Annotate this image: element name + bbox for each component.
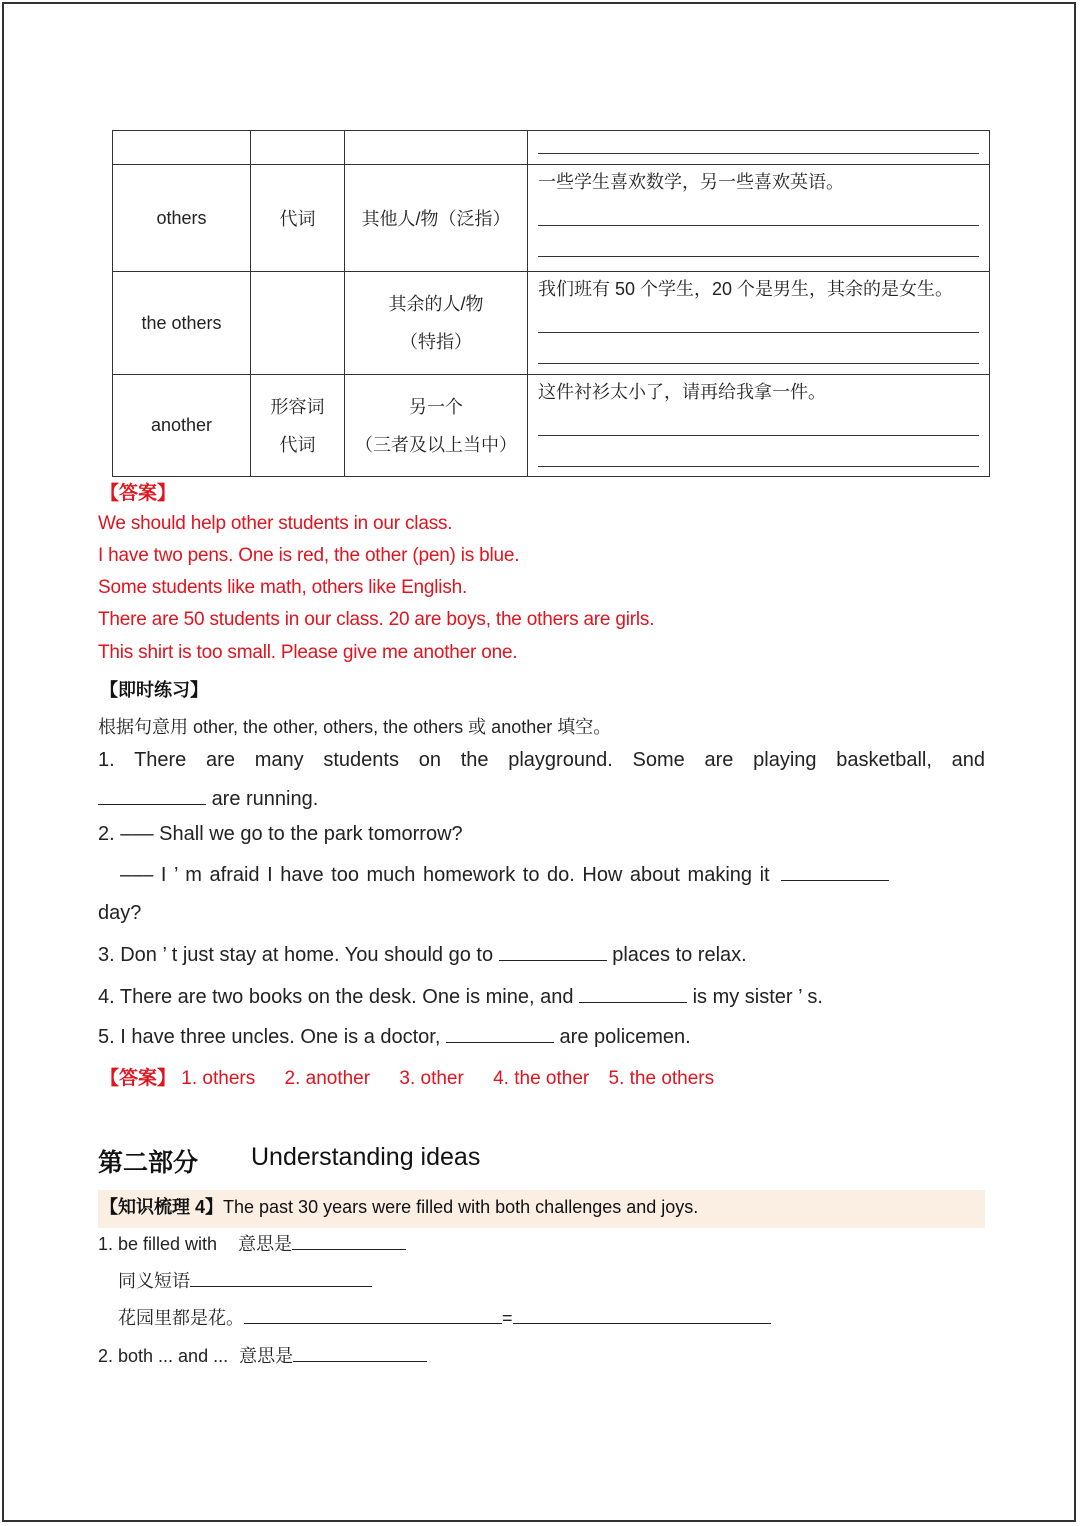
pos-cell <box>251 131 345 165</box>
knowledge-banner-text <box>100 1193 698 1219</box>
example-text: 这件衬衫太小了，请再给我拿一件。 <box>538 382 826 402</box>
question-text: 5. I have three uncles. One is a doctor, <box>98 1026 441 1048</box>
example-cell <box>528 165 990 272</box>
meaning-line: 其余的人/物 <box>388 294 484 314</box>
word-cell: others <box>113 165 251 272</box>
answer-sentence: I have two pens. One is red, the other (pen) is blue. <box>98 545 520 566</box>
fill-blank[interactable] <box>513 1305 771 1324</box>
example-cell <box>528 375 990 477</box>
answer-label: 【答案】 <box>100 1068 177 1089</box>
example-text: 一些学生喜欢数学，另一些喜欢英语。 <box>538 172 844 192</box>
fill-blank[interactable] <box>190 1268 372 1287</box>
table-row <box>113 375 990 477</box>
pos-cell <box>251 272 345 375</box>
question-2-line-1: 2. ––– Shall we go to the park tomorrow? <box>98 823 463 845</box>
item-syn-label: 同义短语 <box>118 1271 190 1291</box>
question-2-line-3: day? <box>98 902 142 924</box>
meaning-cell <box>345 272 528 375</box>
table-row <box>113 131 990 165</box>
meaning-cell <box>345 375 528 477</box>
pos-line: 代词 <box>279 434 316 455</box>
practice-instruction: 根据句意用 other, the other, others, the others 或 another 填空。 <box>98 717 612 737</box>
practice-answer: 3. other <box>399 1068 464 1089</box>
pos-cell: 代词 <box>251 165 345 272</box>
section-part-label: 第二部分 <box>98 1149 199 1177</box>
meaning-cell <box>345 131 528 165</box>
meaning-cell: 其他人/物（泛指） <box>345 165 528 272</box>
question-text: 3. Don ’ t just stay at home. You should go to <box>98 944 494 966</box>
item-meaning-label: 意思是 <box>238 1234 293 1254</box>
fill-blank[interactable] <box>446 1024 554 1043</box>
answer-line <box>538 131 979 154</box>
table-row <box>113 165 990 272</box>
question-3 <box>98 942 747 967</box>
pos-cell <box>251 375 345 477</box>
fill-blank[interactable] <box>579 984 687 1003</box>
question-text: 4. There are two books on the desk. One is mine, and <box>98 986 574 1008</box>
answer-sentence: There are 50 students in our class. 20 are boys, the others are girls. <box>98 609 655 630</box>
question-text: are running. <box>211 788 319 810</box>
fill-blank[interactable] <box>293 1343 427 1362</box>
fill-blank[interactable] <box>499 942 607 961</box>
answer-sentence: Some students like math, others like English. <box>98 577 468 598</box>
question-2-line-2 <box>120 862 889 887</box>
item-1 <box>98 1230 406 1256</box>
answer-line <box>538 436 979 467</box>
item-text: 2. both ... and ... <box>98 1346 229 1366</box>
question-4 <box>98 984 823 1009</box>
fill-blank[interactable] <box>244 1305 502 1324</box>
item-example: 花园里都是花。 <box>118 1308 244 1328</box>
meaning-line: （三者及以上当中） <box>355 434 517 455</box>
practice-answer: 5. the others <box>608 1068 715 1089</box>
vocab-table <box>112 130 990 477</box>
item-2 <box>98 1342 427 1368</box>
answer-line <box>538 302 979 333</box>
fill-blank[interactable] <box>781 862 889 881</box>
practice-label: 【即时练习】 <box>100 680 208 700</box>
practice-answer: 2. another <box>284 1068 371 1089</box>
question-5 <box>98 1024 691 1049</box>
table-row <box>113 272 990 375</box>
section-title: Understanding ideas <box>251 1143 481 1171</box>
item-text: 1. be filled with <box>98 1234 218 1254</box>
word-cell: another <box>113 375 251 477</box>
item-1-synonym <box>118 1267 372 1293</box>
banner-sentence: The past 30 years were filled with both challenges and joys. <box>223 1197 699 1217</box>
answer-sentence: This shirt is too small. Please give me another one. <box>98 642 518 663</box>
meaning-line: （特指） <box>400 332 472 352</box>
question-text: are policemen. <box>559 1026 691 1048</box>
pos-line: 形容词 <box>270 396 325 417</box>
word-cell <box>113 131 251 165</box>
equals-sign: = <box>502 1308 513 1328</box>
question-1-line-2 <box>98 786 318 811</box>
banner-label: 【知识梳理 4】 <box>100 1197 224 1217</box>
practice-answer: 1. others <box>181 1068 256 1089</box>
answer-line <box>538 405 979 436</box>
practice-answers <box>100 1063 714 1090</box>
question-text: places to relax. <box>612 944 747 966</box>
answer-label: 【答案】 <box>100 483 177 504</box>
meaning-line: 另一个 <box>409 396 463 417</box>
word-cell: the others <box>113 272 251 375</box>
answer-line <box>538 333 979 364</box>
item-1-example <box>118 1304 771 1330</box>
fill-blank[interactable] <box>98 786 206 805</box>
practice-answer: 4. the other <box>493 1068 590 1089</box>
question-1-line-1: 1. There are many students on the playground. Some are playing basketball, and <box>98 749 985 771</box>
example-text: 我们班有 50 个学生，20 个是男生，其余的是女生。 <box>538 279 954 299</box>
answer-line <box>538 226 979 257</box>
question-text: ––– I ’ m afraid I have too much homework to do. How about making it <box>120 864 770 886</box>
answer-sentence: We should help other students in our class. <box>98 513 453 534</box>
example-cell <box>528 131 990 165</box>
question-text: is my sister ’ s. <box>692 986 823 1008</box>
item-meaning-label: 意思是 <box>239 1346 294 1366</box>
answer-line <box>538 195 979 226</box>
example-cell <box>528 272 990 375</box>
fill-blank[interactable] <box>292 1231 406 1250</box>
